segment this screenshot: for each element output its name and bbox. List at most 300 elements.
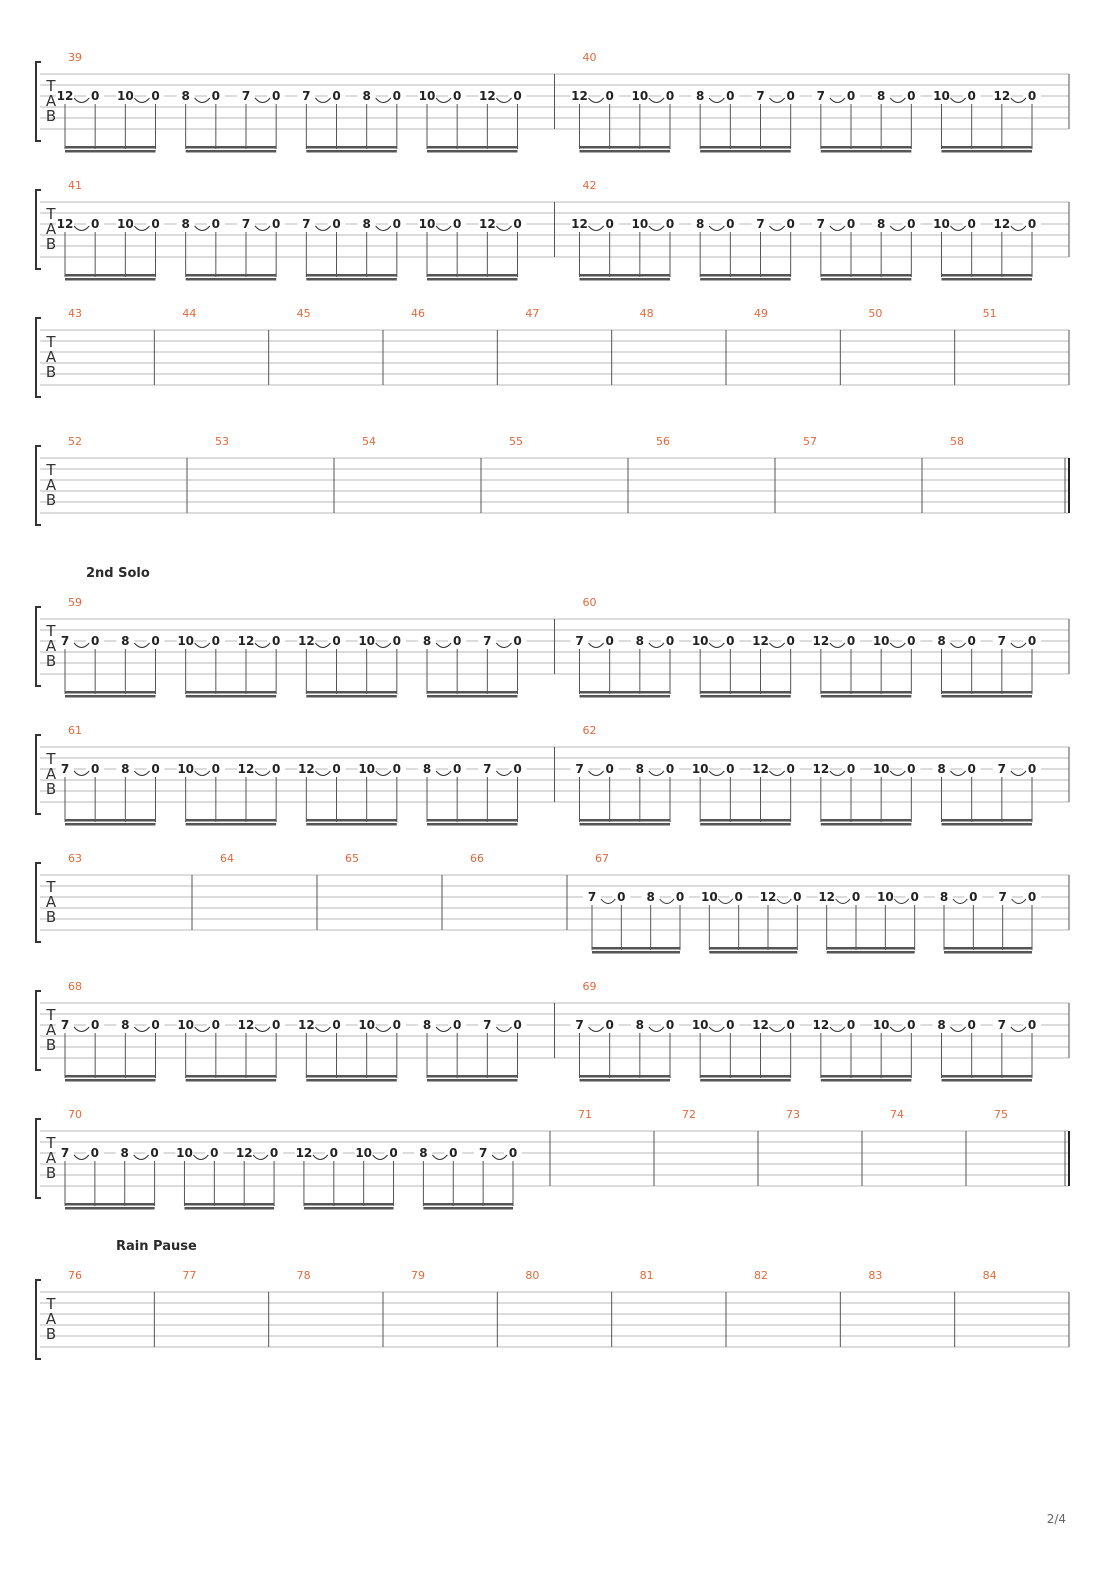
fret-number: 12 <box>812 762 830 776</box>
tab-clef-letter: T <box>46 333 56 351</box>
fret-number: 8 <box>635 634 645 648</box>
note-beam <box>592 947 680 950</box>
note-beam <box>580 150 671 153</box>
measure-number: 52 <box>68 435 82 448</box>
fret-number: 0 <box>90 1146 100 1160</box>
fret-number: 7 <box>756 89 765 103</box>
note-beam <box>427 695 518 698</box>
measure-number: 51 <box>982 307 997 320</box>
note-beam <box>65 823 156 826</box>
fret-number: 10 <box>358 762 376 776</box>
fret-number: 7 <box>997 634 1007 648</box>
fret-number: 0 <box>90 217 100 231</box>
fret-number: 8 <box>937 1018 946 1032</box>
measure-number: 79 <box>411 1269 425 1282</box>
fret-number: 12 <box>56 217 74 231</box>
note-beam <box>427 1079 518 1082</box>
measure-number: 62 <box>582 724 597 737</box>
fret-number: 7 <box>302 89 311 103</box>
fret-number: 0 <box>392 634 402 648</box>
note-beam <box>306 695 397 698</box>
measure-number: 54 <box>362 435 376 448</box>
fret-number: 10 <box>872 762 890 776</box>
note-beam <box>306 823 397 826</box>
fret-number: 7 <box>60 634 70 648</box>
fret-number: 0 <box>151 217 160 231</box>
fret-number: 7 <box>816 89 826 103</box>
fret-number: 0 <box>150 1146 159 1160</box>
note-beam <box>821 1075 912 1078</box>
tab-clef-letter: T <box>46 1006 56 1024</box>
fret-number: 0 <box>332 89 341 103</box>
note-beam <box>184 1203 274 1206</box>
note-beam <box>944 947 1032 950</box>
note-beam <box>580 691 671 694</box>
note-beam <box>186 819 277 822</box>
fret-number: 12 <box>478 217 496 231</box>
fret-number: 0 <box>665 634 675 648</box>
tab-clef-letter: B <box>45 780 57 798</box>
fret-number: 0 <box>271 634 281 648</box>
measure-number: 46 <box>411 307 425 320</box>
fret-number: 8 <box>362 217 371 231</box>
note-beam <box>700 274 791 277</box>
note-beam <box>700 695 791 698</box>
note-beam <box>942 146 1033 149</box>
tab-clef-letter: A <box>45 92 57 110</box>
fret-number: 0 <box>449 1146 458 1160</box>
fret-number: 8 <box>121 1018 130 1032</box>
fret-number: 0 <box>513 634 522 648</box>
fret-number: 10 <box>872 1018 890 1032</box>
fret-number: 0 <box>675 890 685 904</box>
fret-number: 0 <box>967 89 976 103</box>
fret-number: 8 <box>876 217 886 231</box>
fret-number: 8 <box>937 634 946 648</box>
section-label-2nd-solo: 2nd Solo <box>86 566 150 581</box>
tab-clef-letter: T <box>46 750 56 768</box>
measure-number: 42 <box>582 179 597 192</box>
fret-number: 0 <box>1027 89 1037 103</box>
note-beam <box>821 695 912 698</box>
fret-number: 0 <box>452 217 462 231</box>
fret-number: 10 <box>418 217 436 231</box>
note-beam <box>942 823 1033 826</box>
fret-number: 0 <box>271 762 281 776</box>
section-label-rain-pause: Rain Pause <box>116 1239 197 1254</box>
note-beam <box>306 274 397 277</box>
note-beam <box>700 150 791 153</box>
measure-number: 69 <box>582 980 597 993</box>
fret-number: 8 <box>695 89 705 103</box>
measure-number: 40 <box>582 51 597 64</box>
note-beam <box>942 1079 1033 1082</box>
fret-number: 0 <box>846 89 856 103</box>
fret-number: 0 <box>271 1018 281 1032</box>
note-beam <box>827 951 915 954</box>
fret-number: 0 <box>211 634 221 648</box>
note-beam <box>700 1079 791 1082</box>
tab-clef-letter: B <box>45 235 57 253</box>
fret-number: 8 <box>181 217 190 231</box>
fret-number: 10 <box>177 1018 195 1032</box>
note-beam <box>700 1075 791 1078</box>
measure-number: 49 <box>754 307 768 320</box>
note-beam <box>184 1207 274 1210</box>
measure-number: 45 <box>296 307 311 320</box>
fret-number: 12 <box>297 762 315 776</box>
tab-clef-letter: B <box>45 652 57 670</box>
fret-number: 0 <box>211 217 221 231</box>
fret-number: 8 <box>646 890 655 904</box>
fret-number: 7 <box>483 634 492 648</box>
note-beam <box>580 1079 671 1082</box>
measure-number: 65 <box>345 852 359 865</box>
fret-number: 0 <box>90 1018 100 1032</box>
note-beam <box>186 150 277 153</box>
fret-number: 10 <box>177 634 195 648</box>
note-beam <box>427 823 518 826</box>
fret-number: 0 <box>846 1018 856 1032</box>
tab-clef-letter: T <box>46 77 56 95</box>
note-beam <box>186 1075 277 1078</box>
fret-number: 0 <box>969 890 978 904</box>
fret-number: 0 <box>967 634 976 648</box>
fret-number: 10 <box>176 1146 193 1160</box>
note-beam <box>186 146 277 149</box>
fret-number: 0 <box>269 1146 279 1160</box>
fret-number: 7 <box>483 1018 492 1032</box>
tab-clef-letter: B <box>45 1164 57 1182</box>
fret-number: 8 <box>876 89 886 103</box>
fret-number: 0 <box>210 1146 219 1160</box>
tab-clef-letter: A <box>45 476 57 494</box>
note-beam <box>65 1203 155 1206</box>
measure-number: 74 <box>890 1108 904 1121</box>
fret-number: 7 <box>998 890 1007 904</box>
fret-number: 7 <box>816 217 826 231</box>
note-beam <box>423 1207 513 1210</box>
fret-number: 0 <box>605 1018 614 1032</box>
fret-number: 12 <box>237 634 255 648</box>
note-beam <box>65 819 156 822</box>
measure-number: 71 <box>578 1108 592 1121</box>
fret-number: 10 <box>691 762 709 776</box>
fret-number: 0 <box>726 762 735 776</box>
note-beam <box>306 278 397 281</box>
fret-number: 0 <box>726 217 735 231</box>
note-beam <box>580 274 671 277</box>
tab-clef-letter: B <box>45 107 57 125</box>
note-beam <box>821 150 912 153</box>
note-beam <box>821 691 912 694</box>
tab-clef-letter: A <box>45 765 57 783</box>
fret-number: 0 <box>151 762 160 776</box>
fret-number: 8 <box>695 217 705 231</box>
fret-number: 0 <box>967 217 976 231</box>
note-beam <box>700 819 791 822</box>
measure-number: 41 <box>68 179 82 192</box>
fret-number: 8 <box>939 890 949 904</box>
fret-number: 0 <box>151 634 160 648</box>
note-beam <box>821 274 912 277</box>
fret-number: 0 <box>211 89 221 103</box>
fret-number: 0 <box>617 890 626 904</box>
fret-number: 10 <box>358 1018 376 1032</box>
tab-clef-letter: A <box>45 637 57 655</box>
fret-number: 8 <box>419 1146 428 1160</box>
measure-number: 82 <box>754 1269 768 1282</box>
fret-number: 10 <box>418 89 436 103</box>
fret-number: 7 <box>575 762 584 776</box>
fret-number: 0 <box>665 1018 675 1032</box>
fret-number: 12 <box>812 1018 830 1032</box>
fret-number: 0 <box>452 1018 462 1032</box>
note-beam <box>700 691 791 694</box>
tab-clef-letter: T <box>46 461 56 479</box>
fret-number: 0 <box>90 89 100 103</box>
fret-number: 8 <box>362 89 371 103</box>
fret-number: 0 <box>967 1018 976 1032</box>
tab-clef-letter: A <box>45 1021 57 1039</box>
fret-number: 0 <box>907 762 916 776</box>
note-beam <box>580 823 671 826</box>
tab-clef-letter: B <box>45 908 57 926</box>
fret-number: 12 <box>752 634 769 648</box>
tab-clef-letter: T <box>46 1295 56 1313</box>
fret-number: 10 <box>177 762 195 776</box>
fret-number: 7 <box>997 762 1007 776</box>
fret-number: 8 <box>422 1018 432 1032</box>
fret-number: 0 <box>151 1018 160 1032</box>
measure-number: 56 <box>656 435 670 448</box>
note-beam <box>304 1207 394 1210</box>
fret-number: 0 <box>332 762 341 776</box>
measure-number: 78 <box>296 1269 311 1282</box>
measure-number: 39 <box>68 51 82 64</box>
measure-number: 84 <box>982 1269 997 1282</box>
fret-number: 0 <box>151 89 160 103</box>
measure-number: 55 <box>509 435 523 448</box>
fret-number: 0 <box>907 89 916 103</box>
tab-clef-letter: A <box>45 220 57 238</box>
fret-number: 8 <box>635 1018 645 1032</box>
note-beam <box>942 278 1033 281</box>
fret-number: 10 <box>933 89 950 103</box>
tab-clef-letter: T <box>46 622 56 640</box>
fret-number: 12 <box>478 89 496 103</box>
page-number: 2/4 <box>1046 1512 1066 1526</box>
measure-number: 63 <box>68 852 82 865</box>
fret-number: 10 <box>116 89 134 103</box>
fret-number: 10 <box>358 634 376 648</box>
fret-number: 0 <box>1027 1018 1037 1032</box>
fret-number: 10 <box>700 890 718 904</box>
fret-number: 10 <box>355 1146 373 1160</box>
fret-number: 0 <box>271 217 281 231</box>
fret-number: 12 <box>297 1018 315 1032</box>
note-beam <box>65 695 156 698</box>
fret-number: 0 <box>665 89 675 103</box>
note-beam <box>306 819 397 822</box>
measure-number: 75 <box>994 1108 1008 1121</box>
fret-number: 7 <box>587 890 597 904</box>
fret-number: 0 <box>452 762 462 776</box>
note-beam <box>821 823 912 826</box>
fret-number: 7 <box>575 634 584 648</box>
tab-clef-letter: A <box>45 893 57 911</box>
note-beam <box>427 1075 518 1078</box>
measure-number: 53 <box>215 435 229 448</box>
note-beam <box>427 150 518 153</box>
fret-number: 0 <box>513 89 522 103</box>
note-beam <box>65 691 156 694</box>
fret-number: 0 <box>793 890 802 904</box>
fret-number: 0 <box>967 762 976 776</box>
fret-number: 7 <box>756 217 765 231</box>
fret-number: 10 <box>631 89 649 103</box>
note-beam <box>427 819 518 822</box>
fret-number: 12 <box>237 762 255 776</box>
fret-number: 0 <box>726 1018 735 1032</box>
fret-number: 0 <box>271 89 281 103</box>
fret-number: 10 <box>116 217 134 231</box>
note-beam <box>306 150 397 153</box>
fret-number: 0 <box>392 762 402 776</box>
measure-number: 59 <box>68 596 82 609</box>
note-beam <box>580 1075 671 1078</box>
note-beam <box>709 947 797 950</box>
note-beam <box>427 274 518 277</box>
fret-number: 7 <box>997 1018 1007 1032</box>
fret-number: 0 <box>726 634 735 648</box>
fret-number: 0 <box>665 217 675 231</box>
tab-clef-letter: B <box>45 363 57 381</box>
note-beam <box>65 274 156 277</box>
fret-number: 0 <box>605 762 614 776</box>
tab-clef-letter: A <box>45 1310 57 1328</box>
fret-number: 0 <box>786 217 795 231</box>
measure-number: 61 <box>68 724 82 737</box>
note-beam <box>942 150 1033 153</box>
fret-number: 12 <box>818 890 836 904</box>
fret-number: 0 <box>332 1018 341 1032</box>
fret-number: 0 <box>726 89 735 103</box>
note-beam <box>580 819 671 822</box>
fret-number: 0 <box>605 89 614 103</box>
fret-number: 0 <box>392 217 402 231</box>
measure-number: 48 <box>639 307 654 320</box>
fret-number: 10 <box>876 890 894 904</box>
fret-number: 8 <box>422 762 432 776</box>
fret-number: 0 <box>513 762 522 776</box>
measure-number: 57 <box>803 435 817 448</box>
fret-number: 7 <box>241 217 251 231</box>
fret-number: 12 <box>812 634 830 648</box>
fret-number: 0 <box>392 1018 402 1032</box>
note-beam <box>65 1079 156 1082</box>
note-beam <box>821 819 912 822</box>
fret-number: 8 <box>121 634 130 648</box>
note-beam <box>700 823 791 826</box>
tab-clef-letter: T <box>46 878 56 896</box>
note-beam <box>700 146 791 149</box>
fret-number: 7 <box>60 1018 70 1032</box>
fret-number: 12 <box>235 1146 253 1160</box>
fret-number: 0 <box>452 89 462 103</box>
note-beam <box>306 691 397 694</box>
note-beam <box>427 691 518 694</box>
fret-number: 0 <box>452 634 462 648</box>
fret-number: 7 <box>478 1146 488 1160</box>
fret-number: 0 <box>734 890 743 904</box>
measure-number: 47 <box>525 307 540 320</box>
measure-number: 73 <box>786 1108 800 1121</box>
note-beam <box>580 278 671 281</box>
fret-number: 0 <box>846 762 856 776</box>
fret-number: 12 <box>571 89 588 103</box>
measure-number: 44 <box>182 307 197 320</box>
fret-number: 8 <box>937 762 946 776</box>
fret-number: 0 <box>332 634 341 648</box>
note-beam <box>186 691 277 694</box>
fret-number: 0 <box>907 1018 916 1032</box>
tab-clef-letter: T <box>46 205 56 223</box>
fret-number: 0 <box>910 890 919 904</box>
measure-number: 67 <box>595 852 609 865</box>
fret-number: 12 <box>297 634 315 648</box>
note-beam <box>827 947 915 950</box>
fret-number: 0 <box>851 890 861 904</box>
fret-number: 12 <box>752 1018 769 1032</box>
measure-number: 80 <box>525 1269 540 1282</box>
measure-number: 50 <box>868 307 883 320</box>
fret-number: 12 <box>993 217 1011 231</box>
note-beam <box>942 691 1033 694</box>
fret-number: 0 <box>90 634 100 648</box>
tab-clef-letter: T <box>46 1134 56 1152</box>
fret-number: 12 <box>993 89 1011 103</box>
fret-number: 0 <box>1027 762 1037 776</box>
note-beam <box>592 951 680 954</box>
fret-number: 7 <box>241 89 251 103</box>
note-beam <box>942 695 1033 698</box>
note-beam <box>65 150 156 153</box>
fret-number: 0 <box>211 1018 221 1032</box>
fret-number: 10 <box>933 217 950 231</box>
note-beam <box>700 278 791 281</box>
note-beam <box>709 951 797 954</box>
fret-number: 0 <box>846 634 856 648</box>
fret-number: 8 <box>635 762 645 776</box>
note-beam <box>580 695 671 698</box>
fret-number: 0 <box>1027 890 1037 904</box>
measure-number: 64 <box>220 852 234 865</box>
fret-number: 0 <box>786 1018 795 1032</box>
note-beam <box>65 1075 156 1078</box>
note-beam <box>186 274 277 277</box>
fret-number: 12 <box>752 762 769 776</box>
fret-number: 10 <box>872 634 890 648</box>
fret-number: 0 <box>332 217 341 231</box>
fret-number: 12 <box>571 217 588 231</box>
measure-number: 60 <box>582 596 597 609</box>
note-beam <box>942 274 1033 277</box>
note-beam <box>65 278 156 281</box>
fret-number: 8 <box>181 89 190 103</box>
tab-clef-letter: A <box>45 348 57 366</box>
note-beam <box>306 1075 397 1078</box>
